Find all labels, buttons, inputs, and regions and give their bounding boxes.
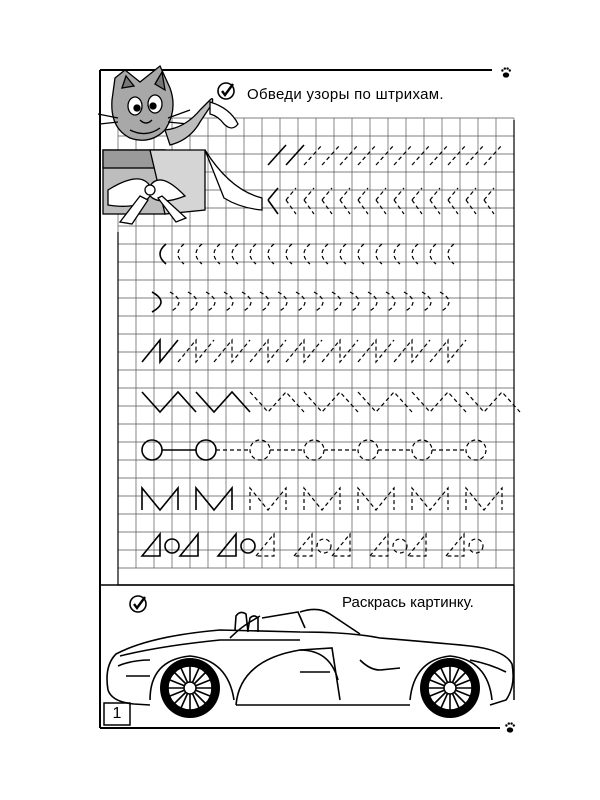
pattern-saw <box>322 340 358 362</box>
pattern-rising <box>358 488 394 510</box>
pattern-d <box>368 292 377 312</box>
pattern-saw <box>250 340 286 362</box>
pattern-chevron <box>340 188 350 214</box>
pattern-rising <box>466 488 502 510</box>
pattern-d <box>278 292 287 312</box>
pattern-rising <box>304 488 340 510</box>
pattern-rising <box>412 488 448 510</box>
pattern-arc <box>268 244 274 264</box>
pattern-arc <box>340 244 346 264</box>
pattern-zigzag <box>412 392 466 412</box>
pattern-slash <box>340 145 358 165</box>
pattern-slash <box>412 145 430 165</box>
task1-instruction: Обведи узоры по штрихам. <box>247 86 444 103</box>
pattern-arc <box>358 244 364 264</box>
pattern-circle <box>412 440 432 460</box>
pattern-chevron <box>466 188 476 214</box>
pattern-d <box>350 292 359 312</box>
pattern-chevron <box>412 188 422 214</box>
pattern-arc <box>376 244 382 264</box>
pattern-triangle <box>142 534 160 556</box>
pattern-d <box>440 292 449 312</box>
pattern-zigzag <box>196 392 250 412</box>
pattern-zigzag <box>304 392 358 412</box>
pattern-triangle <box>256 534 274 556</box>
pattern-d <box>206 292 215 312</box>
pattern-triangle <box>218 534 236 556</box>
pattern-slash <box>358 145 376 165</box>
pattern-circle <box>196 440 216 460</box>
pattern-slash <box>394 145 412 165</box>
pattern-slash <box>484 145 502 165</box>
pattern-arc <box>448 244 454 264</box>
pattern-chevron <box>358 188 368 214</box>
pattern-saw <box>178 340 214 362</box>
pattern-chevron <box>394 188 404 214</box>
pattern-circle <box>358 440 378 460</box>
pattern-zigzag <box>466 392 520 412</box>
pattern-arc <box>160 244 166 264</box>
pattern-chevron <box>430 188 440 214</box>
pattern-circle <box>304 440 324 460</box>
page-number: 1 <box>112 705 122 722</box>
pattern-d <box>314 292 323 312</box>
pattern-chevron <box>286 188 296 214</box>
paw-print-icon <box>501 67 511 77</box>
cat-illustration <box>98 66 262 224</box>
pattern-slash <box>466 145 484 165</box>
pattern-rising <box>142 488 178 510</box>
pattern-arc <box>232 244 238 264</box>
check-circle-icon <box>218 83 234 99</box>
pattern-saw <box>358 340 394 362</box>
pattern-zigzag <box>250 392 304 412</box>
pattern-triangle <box>370 534 388 556</box>
pattern-arc <box>322 244 328 264</box>
pattern-d <box>422 292 431 312</box>
pattern-arc <box>250 244 256 264</box>
pattern-d <box>224 292 233 312</box>
pattern-slash <box>286 145 304 165</box>
pattern-arc <box>214 244 220 264</box>
pattern-rising <box>250 488 286 510</box>
pattern-slash <box>430 145 448 165</box>
pattern-triangle <box>180 534 198 556</box>
pattern-d <box>296 292 305 312</box>
pattern-d <box>260 292 269 312</box>
pattern-slash <box>304 145 322 165</box>
pattern-d <box>386 292 395 312</box>
pattern-chevron <box>268 188 278 214</box>
pattern-saw <box>214 340 250 362</box>
pattern-saw <box>430 340 466 362</box>
pattern-triangle <box>446 534 464 556</box>
pattern-slash <box>376 145 394 165</box>
pattern-zigzag <box>142 392 196 412</box>
pattern-triangle <box>294 534 312 556</box>
pattern-saw <box>286 340 322 362</box>
pattern-small-circle <box>317 539 331 553</box>
pattern-arc <box>286 244 292 264</box>
pattern-saw <box>142 340 178 362</box>
front-wheel <box>160 658 220 718</box>
pattern-circle <box>250 440 270 460</box>
task2-instruction: Раскрась картинку. <box>342 594 474 611</box>
pattern-d <box>170 292 179 312</box>
pattern-arc <box>412 244 418 264</box>
pattern-triangle <box>332 534 350 556</box>
pattern-arc <box>196 244 202 264</box>
pattern-d <box>332 292 341 312</box>
check-circle-icon <box>130 596 146 612</box>
pattern-d <box>188 292 197 312</box>
pattern-circle <box>466 440 486 460</box>
pattern-small-circle <box>241 539 255 553</box>
pattern-slash <box>448 145 466 165</box>
pattern-arc <box>430 244 436 264</box>
pattern-zigzag <box>358 392 412 412</box>
rear-wheel <box>420 658 480 718</box>
pattern-chevron <box>484 188 494 214</box>
pattern-rising <box>196 488 232 510</box>
pattern-small-circle <box>393 539 407 553</box>
pattern-arc <box>178 244 184 264</box>
pattern-saw <box>394 340 430 362</box>
pattern-chevron <box>322 188 332 214</box>
pattern-slash <box>268 145 286 165</box>
pattern-chevron <box>376 188 386 214</box>
pattern-chevron <box>304 188 314 214</box>
pattern-small-circle <box>469 539 483 553</box>
pattern-arc <box>304 244 310 264</box>
pattern-d <box>242 292 251 312</box>
pattern-d <box>152 292 161 312</box>
pattern-circle <box>142 440 162 460</box>
pattern-slash <box>322 145 340 165</box>
pattern-arc <box>394 244 400 264</box>
pattern-d <box>404 292 413 312</box>
paw-print-icon <box>505 722 515 732</box>
pattern-chevron <box>448 188 458 214</box>
pattern-triangle <box>408 534 426 556</box>
